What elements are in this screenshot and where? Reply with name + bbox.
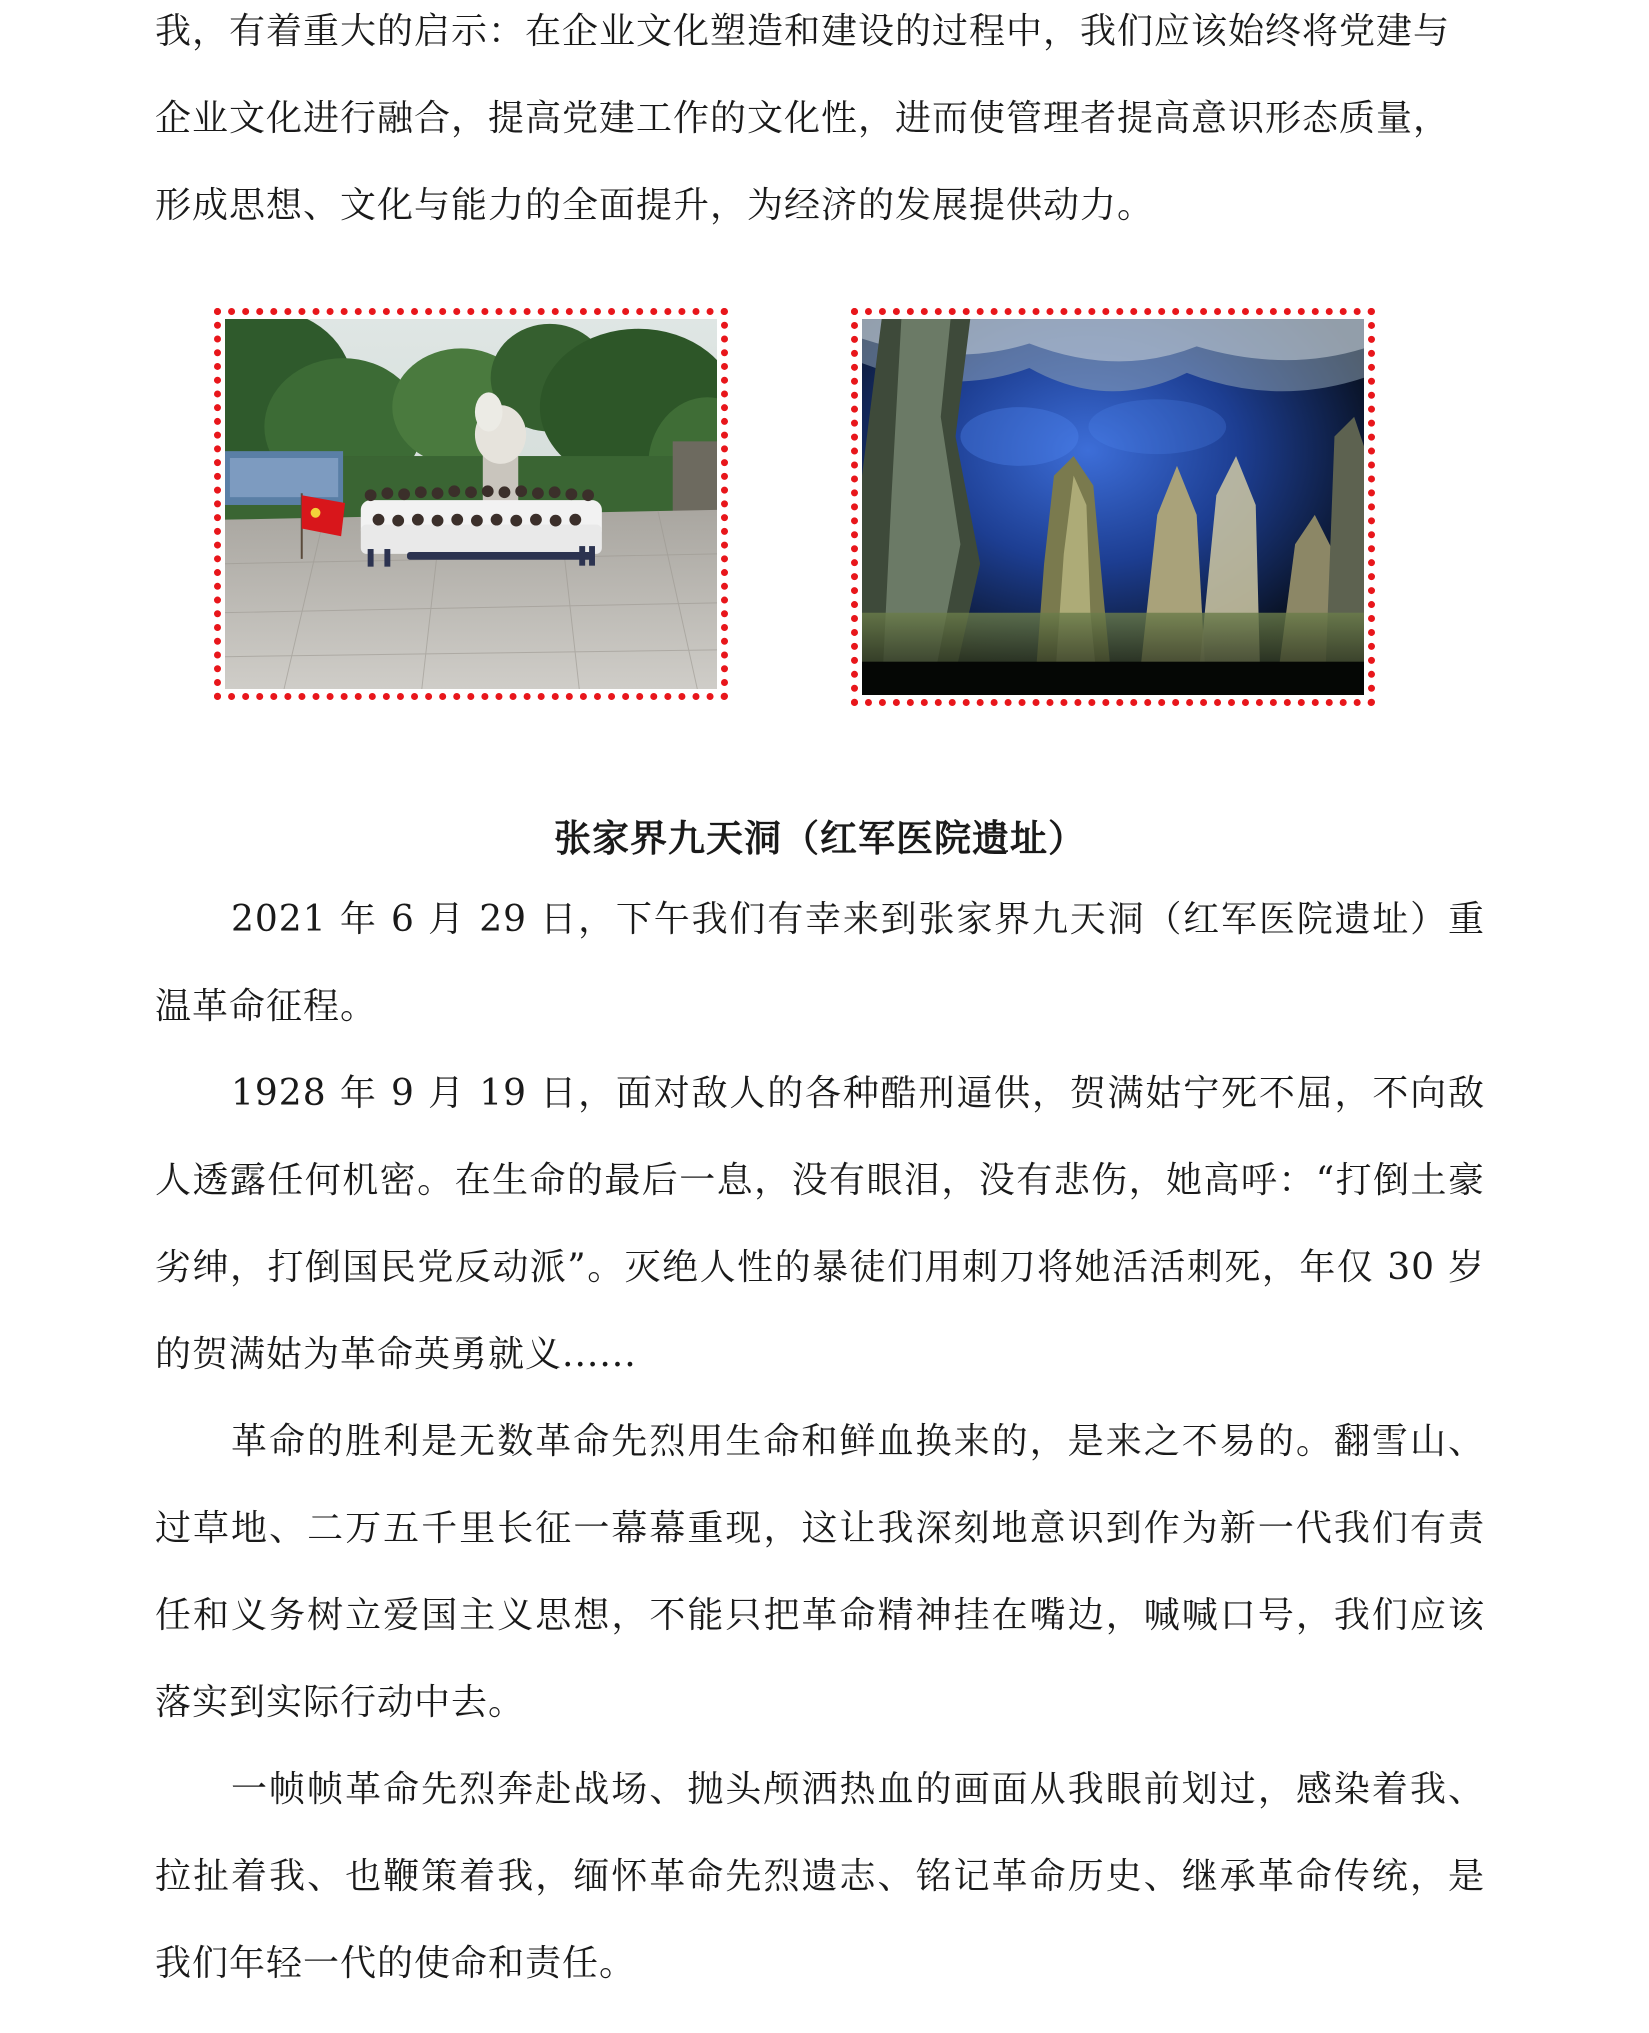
group-photo-frame — [214, 308, 728, 700]
section-heading: 张家界九天洞（红军医院遗址） — [554, 816, 1086, 860]
paragraph-revolution-victory: 革命的胜利是无数革命先烈用生命和鲜血换来的，是来之不易的。翻雪山、过草地、二万五千里长征一幕幕重现，这让我深刻地意识到作为新一代我们有责任和义务树立爱国主义思想，不能只把革命精神挂在嘴边，喊喊口号，我们应该落实到实际行动中去。 — [155, 1421, 1485, 1723]
group-photo — [225, 319, 717, 689]
intro-line-1: 我，有着重大的启示：在企业文化塑造和建设的过程中，我们应该始终将党建与 — [155, 11, 1451, 52]
section-body — [155, 876, 1485, 2007]
cave-photo-frame — [851, 308, 1375, 706]
paragraph-he-mangu: 1928 年 9 月 19 日，面对敌人的各种酷刑逼供，贺满姑宁死不屈，不向敌人透露任何机密。在生命的最后一息，没有眼泪，没有悲伤，她高呼：“打倒土豪劣绅，打倒国民党反动派”。灭绝人性的暴徒们用刺刀将她活活刺死，年仅 30 岁的贺满姑为革命英勇就义...... — [155, 1073, 1485, 1375]
intro-paragraph — [155, 0, 1485, 249]
paragraph-mission: 一帧帧革命先烈奔赴战场、抛头颅洒热血的画面从我眼前划过，感染着我、拉扯着我、也鞭策着我，缅怀革命先烈遗志、铭记革命历史、继承革命传统，是我们年轻一代的使命和责任。 — [155, 1769, 1485, 1984]
intro-line-2: 企业文化进行融合，提高党建工作的文化性，进而使管理者提高意识形态质量， — [155, 98, 1451, 139]
intro-line-3: 形成思想、文化与能力的全面提升，为经济的发展提供动力。 — [155, 185, 1155, 226]
paragraph-visit-date: 2021 年 6 月 29 日，下午我们有幸来到张家界九天洞（红军医院遗址）重温革命征程。 — [155, 899, 1485, 1027]
cave-photo — [862, 319, 1364, 695]
